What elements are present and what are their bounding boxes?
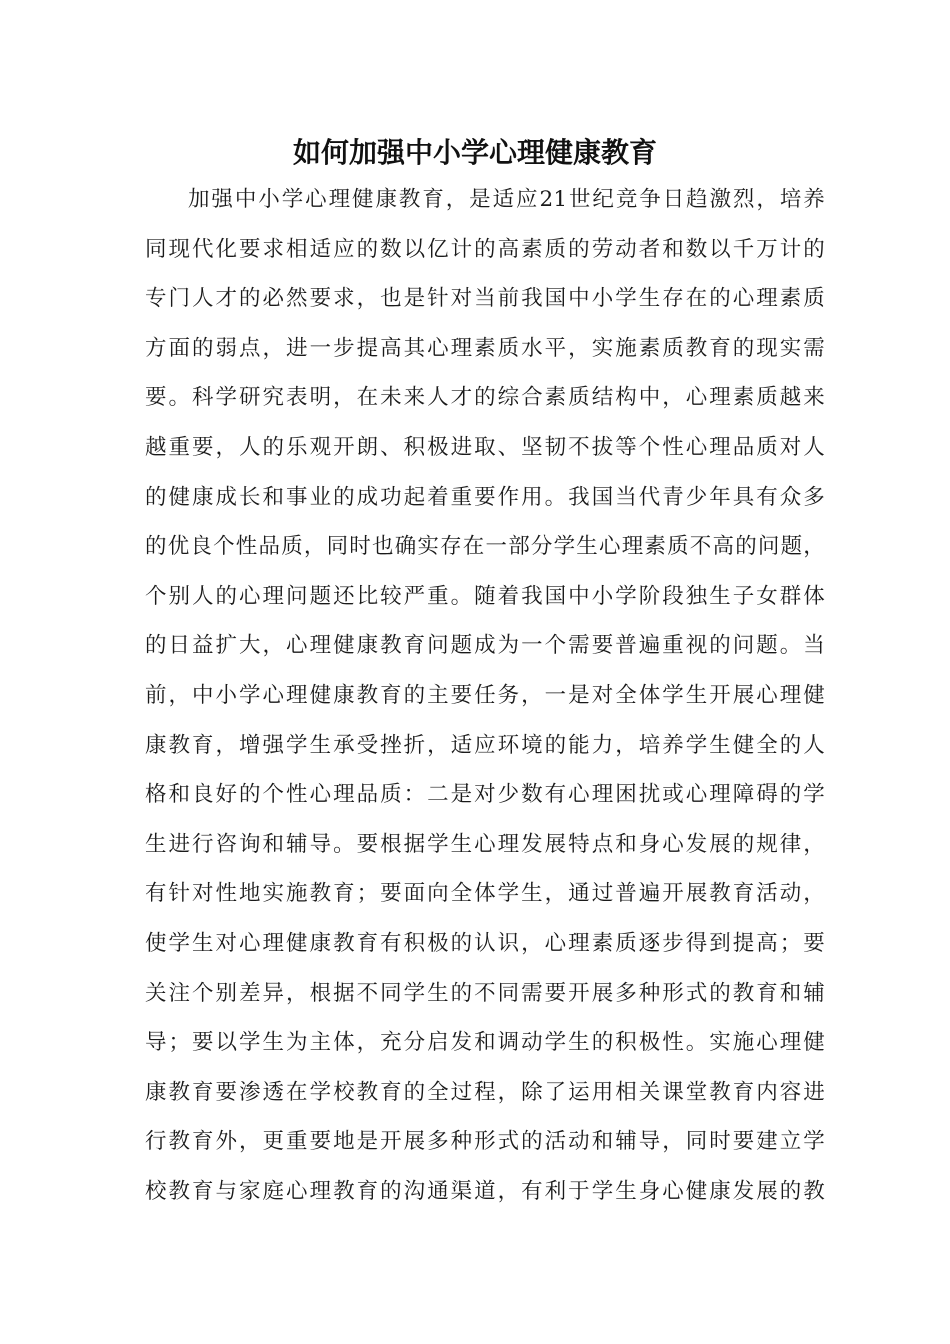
body-line: 导；要以学生为主体，充分启发和调动学生的积极性。实施心理健 bbox=[145, 1030, 825, 1056]
body-line: 要。科学研究表明，在未来人才的综合素质结构中，心理素质越来 bbox=[145, 385, 825, 411]
body-line: 专门人才的必然要求，也是针对当前我国中小学生存在的心理素质 bbox=[145, 286, 825, 312]
body-line: 越重要，人的乐观开朗、积极进取、坚韧不拔等个性心理品质对人 bbox=[145, 434, 825, 460]
body-line: 康教育要渗透在学校教育的全过程，除了运用相关课堂教育内容进 bbox=[145, 1079, 825, 1105]
body-line: 的日益扩大，心理健康教育问题成为一个需要普遍重视的问题。当 bbox=[145, 633, 825, 659]
body-line: 行教育外，更重要地是开展多种形式的活动和辅导，同时要建立学 bbox=[145, 1129, 825, 1155]
body-line: 加强中小学心理健康教育，是适应21世纪竞争日趋激烈，培养 bbox=[188, 187, 825, 212]
body-line: 校教育与家庭心理教育的沟通渠道，有利于学生身心健康发展的教 bbox=[145, 1178, 825, 1204]
document-title: 如何加强中小学心理健康教育 bbox=[292, 136, 657, 169]
body-line: 有针对性地实施教育；要面向全体学生，通过普遍开展教育活动， bbox=[145, 881, 825, 907]
body-line: 关注个别差异，根据不同学生的不同需要开展多种形式的教育和辅 bbox=[145, 980, 825, 1006]
body-line: 生进行咨询和辅导。要根据学生心理发展特点和身心发展的规律， bbox=[145, 831, 825, 857]
body-line: 格和良好的个性心理品质：二是对少数有心理困扰或心理障碍的学 bbox=[145, 782, 825, 808]
body-line: 的健康成长和事业的成功起着重要作用。我国当代青少年具有众多 bbox=[145, 484, 825, 510]
body-line: 同现代化要求相适应的数以亿计的高素质的劳动者和数以千万计的 bbox=[145, 236, 825, 262]
document-body bbox=[145, 175, 825, 1216]
body-line: 康教育，增强学生承受挫折，适应环境的能力，培养学生健全的人 bbox=[145, 732, 825, 758]
body-line: 的优良个性品质，同时也确实存在一部分学生心理素质不高的问题， bbox=[145, 534, 825, 560]
body-line: 个别人的心理问题还比较严重。随着我国中小学阶段独生子女群体 bbox=[145, 583, 825, 609]
body-line: 方面的弱点，进一步提高其心理素质水平，实施素质教育的现实需 bbox=[145, 335, 825, 361]
body-line: 使学生对心理健康教育有积极的认识，心理素质逐步得到提高；要 bbox=[145, 930, 825, 956]
body-line: 前，中小学心理健康教育的主要任务，一是对全体学生开展心理健 bbox=[145, 682, 825, 708]
